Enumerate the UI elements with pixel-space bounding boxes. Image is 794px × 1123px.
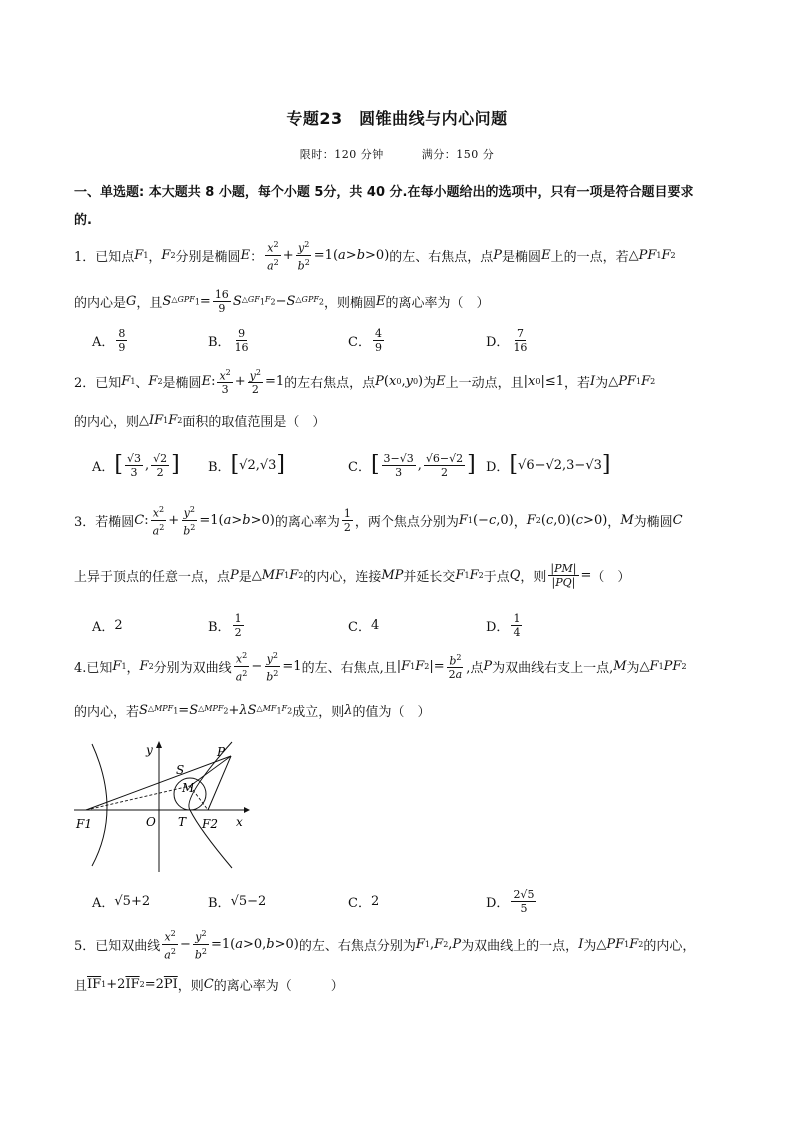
question-4-line2: 的内心，若 S $\triangle MPF_1$ = S $\triangle MPF_2$ + λS $\triangle MF_1F_2$ 成立，则 λ 的值为（ ） [74, 702, 431, 720]
label-T: T [178, 815, 187, 829]
label-F1: F1 [76, 817, 92, 831]
option-d[interactable]: D． $\frac{1}{4}$ [486, 611, 521, 639]
question-4: 4.已知 F 1 ， F 2 分别为双曲线 $\frac{x^2}{a^2}$ − $\frac{y^2}{b^2}$ =1 的左、右焦点,且 | F 1 F 2 |= $\frac{b^2}{2a}$ ,点 P 为双曲线右支上一点, M 为 △ F 1 PF 2 [74, 650, 687, 684]
option-a[interactable]: A． √5+2 [92, 893, 151, 911]
hyperbola-figure [72, 738, 252, 874]
option-b[interactable]: B． [ √2,√3 ] [208, 452, 285, 477]
label-x: x [236, 815, 243, 829]
full-score: 满分：150 分 [421, 148, 495, 161]
option-b[interactable]: B． $\frac{1}{2}$ [208, 611, 242, 639]
option-a[interactable]: A． [ $\frac{√3}{3}$ , $\frac{√2}{2}$ ] [92, 451, 180, 479]
question-1: 1．已知点 F 1 ， F 2 分别是椭圆 E ： $\frac{x^2}{a^2}$ + $\frac{y^2}{b^2}$ =1( a > b >0) 的左、右焦点，点 P 是椭圆 E 上的一点，若 △ PF 1 F 2 [74, 239, 676, 273]
option-d[interactable]: D． $\frac{2√5}{5}$ [486, 887, 535, 915]
question-4-options [92, 883, 732, 919]
question-3-line2: 上异于顶点的任意一点，点 P 是 △ MF 1 F 2 的内心，连接 MP 并延长交 F 1 F 2 于点 Q ，则 $\frac{|PM|}{|PQ|}$ = （ ） [74, 561, 631, 589]
option-d[interactable]: D． [ √6−√2,3−√3 ] [486, 452, 611, 477]
exam-info [0, 146, 794, 162]
option-a[interactable]: A． $\frac{8}{9}$ [92, 326, 126, 354]
option-c[interactable]: C． 4 [348, 617, 380, 635]
label-O: O [146, 815, 156, 829]
option-b[interactable]: B． $\frac{9}{16}$ [208, 326, 249, 354]
label-P: P [217, 745, 226, 759]
label-y: y [146, 743, 153, 757]
label-M: M [182, 781, 195, 795]
question-5: 5．已知双曲线 $\frac{x^2}{a^2}$ − $\frac{y^2}{b^2}$ =1( a >0, b >0) 的左、右焦点分别为 F 1 , F 2 , P 为双曲线上的一点， I 为 △ PF 1 F 2 的内心， [74, 928, 696, 962]
question-3: 3．若椭圆 C : $\frac{x^2}{a^2}$ + $\frac{y^2}{b^2}$ =1( a > b >0) 的离心率为 $\frac{1}{2}$ ，两个焦点分别为 F 1 (− c ,0) ， F 2 ( c ,0)( c >0) ， M 为椭圆 C [74, 504, 683, 538]
label-S: S [176, 763, 185, 777]
question-2-options [92, 447, 732, 483]
y-axis-arrow [156, 741, 162, 748]
x-axis-arrow [244, 807, 250, 813]
option-b[interactable]: B． √5−2 [208, 893, 267, 911]
page-title: 专题23 圆锥曲线与内心问题 [286, 109, 508, 128]
question-5-line2: 且 $\overline{IF}$ 1 +2 $\overline{IF}$ 2 =2 $\overline{PI}$ ，则 C 的离心率为（ ） [74, 976, 344, 994]
question-2-line2: 的内心，则 △ IF 1 F 2 面积的取值范围是（ ） [74, 412, 326, 430]
option-c[interactable]: C． [ $\frac{3-√3}{3}$ , $\frac{√6-√2}{2}$ ] [348, 451, 476, 479]
label-F2: F2 [202, 817, 218, 831]
question-1-line2: 的内心是 G ，且 S $\triangle GPF_1$ = $\frac{16}{9}$ S $\triangle GF_1F_2$ − S $\triangle GPF_2$ ，则椭圆 E 的离心率为（ ） [74, 287, 490, 315]
question-3-options [92, 607, 732, 643]
option-c[interactable]: C． 2 [348, 893, 380, 911]
time-limit: 限时：120 分钟 [299, 148, 384, 161]
section-heading-cont: 的. [74, 213, 92, 228]
option-c[interactable]: C． $\frac{4}{9}$ [348, 326, 382, 354]
option-d[interactable]: D． $\frac{7}{16}$ [486, 326, 528, 354]
option-a[interactable]: A． 2 [92, 617, 123, 635]
question-1-options [92, 322, 732, 358]
question-2: 2．已知 F 1 、 F 2 是椭圆 E : $\frac{x^2}{3}$ + $\frac{y^2}{2}$ =1 的左右焦点，点 P ( x 0 , y 0 ) 为 E 上一动点，且 | x 0 |≤1 ，若 I 为 △ PF 1 F 2 [74, 367, 656, 397]
section-heading: 一、单选题: 本大题共 8 小题，每个小题 5分，共 40 分.在每小题给出的选项中，只有一项是符合题目要求 [74, 185, 694, 200]
